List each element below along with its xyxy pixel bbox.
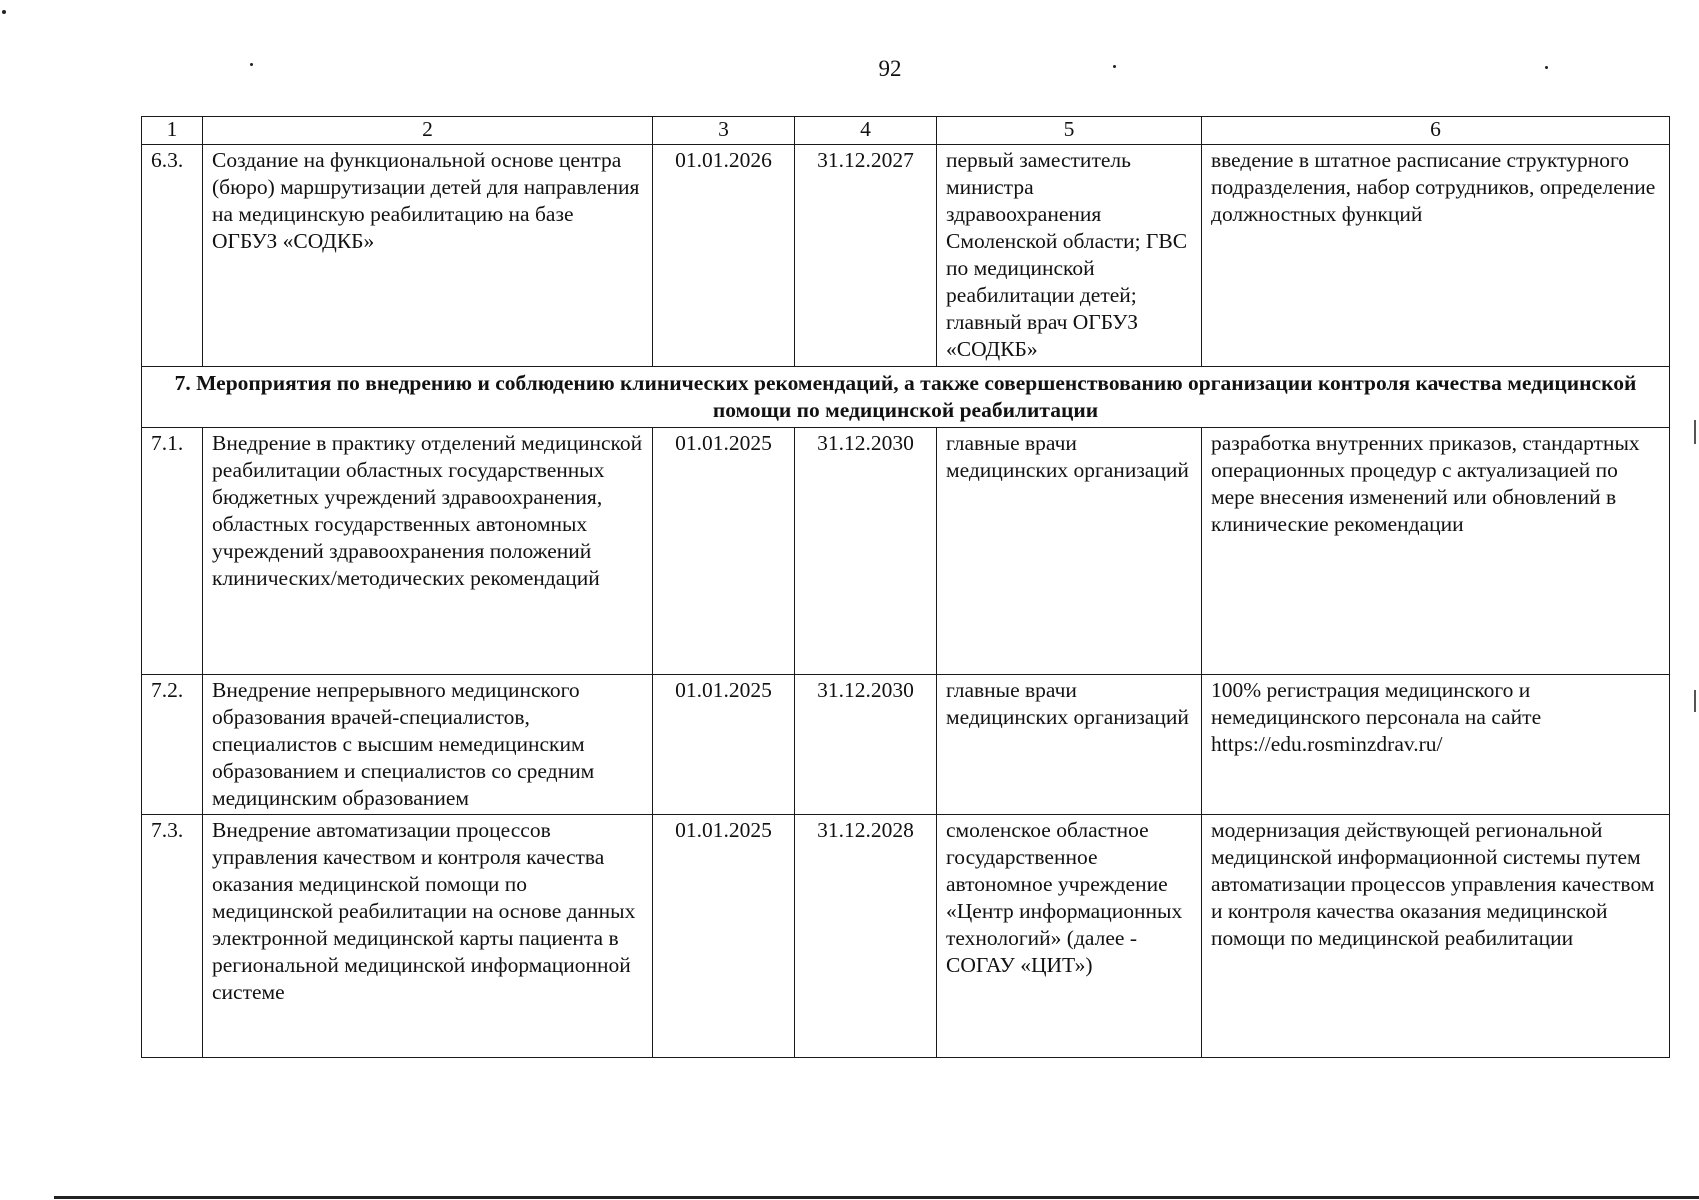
bottom-rule [54,1196,1699,1199]
scan-edge-mark [1694,420,1696,444]
responsible: первый заместитель министра здравоохранения Смоленской области; ГВС по медицинской реабилитации детей; главный врач ОГБУЗ «СОДКБ» [937,145,1202,367]
row-number: 7.3. [142,815,203,1058]
measures-table [141,116,1670,1058]
expected-result: 100% регистрация медицинского и немедицинского персонала на сайте https://edu.rosminzdrav.ru/ [1202,675,1670,815]
start-date: 01.01.2025 [653,815,795,1058]
column-header: 6 [1202,117,1670,145]
end-date: 31.12.2027 [795,145,937,367]
table-row [142,428,1670,675]
column-header: 1 [142,117,203,145]
table-row [142,675,1670,815]
column-header: 3 [653,117,795,145]
row-number: 7.2. [142,675,203,815]
column-header: 5 [937,117,1202,145]
row-number: 6.3. [142,145,203,367]
responsible: смоленское областное государственное автономное учреждение «Центр информационных технологий» (далее - СОГАУ «ЦИТ») [937,815,1202,1058]
table-row [142,145,1670,367]
end-date: 31.12.2030 [795,428,937,675]
measure-description: Внедрение в практику отделений медицинской реабилитации областных государственных бюджетных учреждений здравоохранения, областных государственных автономных учреждений здравоохранения положений клинических/методических рекомендаций [203,428,653,675]
responsible: главные врачи медицинских организаций [937,428,1202,675]
column-header: 2 [203,117,653,145]
measure-description: Внедрение непрерывного медицинского образования врачей-специалистов, специалистов с высшим немедицинским образованием и специалистов со средним медицинским образованием [203,675,653,815]
row-number: 7.1. [142,428,203,675]
expected-result: введение в штатное расписание структурного подразделения, набор сотрудников, определение должностных функций [1202,145,1670,367]
section-heading-row [142,367,1670,428]
expected-result: разработка внутренних приказов, стандартных операционных процедур с актуализацией по мере внесения изменений или обновлений в клинические рекомендации [1202,428,1670,675]
scan-edge-mark [1694,690,1696,712]
expected-result: модернизация действующей региональной медицинской информационной системы путем автоматизации процессов управления качеством и контроля качества оказания медицинской помощи по медицинской реабилитации [1202,815,1670,1058]
scan-speck [2,10,6,14]
section-heading: 7. Мероприятия по внедрению и соблюдению клинических рекомендаций, а также совершенствованию организации контроля качества медицинской помощи по медицинской реабилитации [142,367,1670,428]
table-header-row [142,117,1670,145]
page-number: 92 [878,56,902,81]
responsible: главные врачи медицинских организаций [937,675,1202,815]
start-date: 01.01.2026 [653,145,795,367]
measure-description: Создание на функциональной основе центра (бюро) маршрутизации детей для направления на медицинскую реабилитацию на базе ОГБУЗ «СОДКБ» [203,145,653,367]
start-date: 01.01.2025 [653,675,795,815]
end-date: 31.12.2030 [795,675,937,815]
start-date: 01.01.2025 [653,428,795,675]
column-header: 4 [795,117,937,145]
table-row [142,815,1670,1058]
measure-description: Внедрение автоматизации процессов управления качеством и контроля качества оказания медицинской помощи по медицинской реабилитации на основе данных электронной медицинской карты пациента в региональной медицинской информационной системе [203,815,653,1058]
end-date: 31.12.2028 [795,815,937,1058]
